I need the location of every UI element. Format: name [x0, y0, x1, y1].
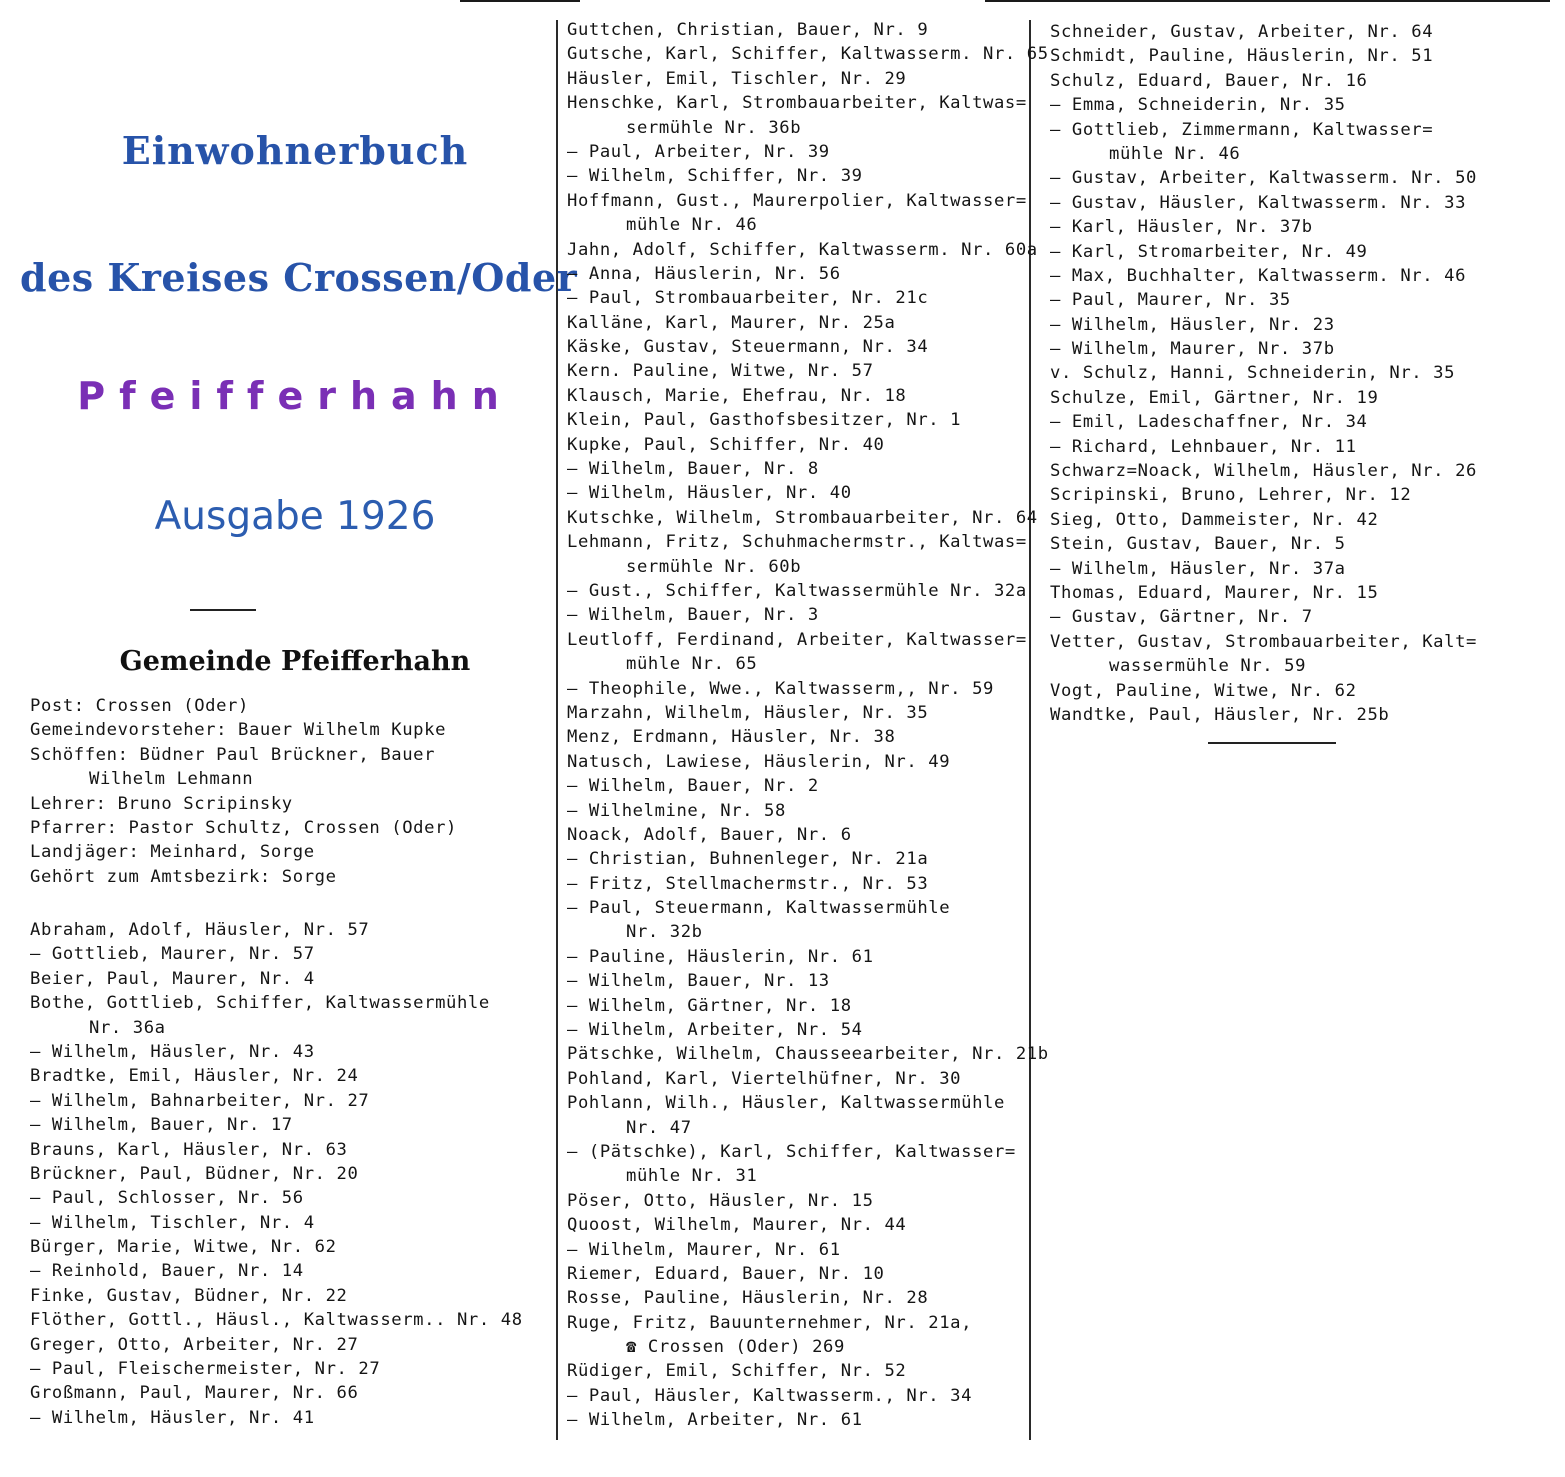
- resident-entry: — Wilhelm, Schiffer, Nr. 39: [567, 166, 863, 187]
- resident-entry: Post: Crossen (Oder): [30, 696, 249, 716]
- resident-entry: Lehrer: Bruno Scripinsky: [30, 793, 293, 814]
- resident-entry: — Paul, Fleischermeister, Nr. 27: [30, 1359, 381, 1380]
- book-title: Einwohnerbuch: [121, 128, 469, 173]
- resident-entry: Noack, Adolf, Bauer, Nr. 6: [567, 824, 852, 845]
- resident-entry: Vogt, Pauline, Witwe, Nr. 62: [1050, 680, 1357, 701]
- resident-entry: — (Pätschke), Karl, Schiffer, Kaltwasser=: [567, 1141, 1016, 1162]
- entry-continuation: wassermühle Nr. 59: [1109, 656, 1307, 677]
- residents-column-2: [567, 18, 1049, 1433]
- resident-entry: Pohland, Karl, Viertelhüfner, Nr. 30: [567, 1068, 962, 1089]
- resident-entry: — Gust., Schiffer, Kaltwassermühle Nr. 32a: [567, 580, 1027, 601]
- resident-entry: — Wilhelm, Bauer, Nr. 8: [567, 459, 819, 480]
- resident-entry: — Pauline, Häuslerin, Nr. 61: [567, 946, 874, 967]
- resident-entry: — Paul, Maurer, Nr. 35: [1050, 290, 1291, 311]
- entry-continuation: Wilhelm Lehmann: [89, 769, 254, 790]
- resident-entry: — Emil, Ladeschaffner, Nr. 34: [1050, 412, 1368, 433]
- entry-continuation: Nr. 32b: [626, 922, 703, 943]
- resident-entry: Großmann, Paul, Maurer, Nr. 66: [30, 1383, 359, 1404]
- end-divider: [1208, 742, 1336, 744]
- resident-entry: Thomas, Eduard, Maurer, Nr. 15: [1050, 582, 1379, 603]
- entry-continuation: mühle Nr. 65: [626, 654, 758, 675]
- entry-continuation: ☎ Crossen (Oder) 269: [626, 1337, 845, 1358]
- resident-entry: Henschke, Karl, Strombauarbeiter, Kaltwas=: [567, 93, 1027, 114]
- resident-entry: Gehört zum Amtsbezirk: Sorge: [30, 866, 337, 887]
- resident-entry: Guttchen, Christian, Bauer, Nr. 9: [567, 20, 929, 40]
- resident-entry: Pfarrer: Pastor Schultz, Crossen (Oder): [30, 817, 457, 838]
- resident-entry: Schwarz=Noack, Wilhelm, Häusler, Nr. 26: [1050, 461, 1477, 482]
- resident-entry: Marzahn, Wilhelm, Häusler, Nr. 35: [567, 702, 929, 723]
- resident-entry: Gutsche, Karl, Schiffer, Kaltwasserm. Nr. 65: [567, 44, 1049, 65]
- resident-entry: — Wilhelm, Maurer, Nr. 37b: [1050, 339, 1335, 360]
- resident-entry: — Wilhelm, Tischler, Nr. 4: [30, 1212, 315, 1233]
- resident-entry: Scripinski, Bruno, Lehrer, Nr. 12: [1050, 485, 1412, 506]
- resident-entry: Abraham, Adolf, Häusler, Nr. 57: [30, 920, 370, 940]
- resident-entry: Brauns, Karl, Häusler, Nr. 63: [30, 1139, 348, 1160]
- residents-column-3: [1050, 20, 1477, 727]
- resident-entry: Klausch, Marie, Ehefrau, Nr. 18: [567, 385, 907, 406]
- resident-entry: Brückner, Paul, Büdner, Nr. 20: [30, 1163, 359, 1184]
- resident-entry: Kern. Pauline, Witwe, Nr. 57: [567, 361, 874, 382]
- resident-entry: — Wilhelm, Bauer, Nr. 3: [567, 605, 819, 626]
- resident-entry: Finke, Gustav, Büdner, Nr. 22: [30, 1285, 348, 1306]
- resident-entry: Schulze, Emil, Gärtner, Nr. 19: [1050, 387, 1379, 408]
- resident-entry: Schulz, Eduard, Bauer, Nr. 16: [1050, 70, 1368, 91]
- top-border-right: [985, 0, 1550, 2]
- resident-entry: — Wilhelm, Bauer, Nr. 2: [567, 776, 819, 797]
- resident-entry: Vetter, Gustav, Strombauarbeiter, Kalt=: [1050, 631, 1477, 652]
- resident-entry: Bothe, Gottlieb, Schiffer, Kaltwassermühle: [30, 993, 490, 1014]
- resident-entry: — Paul, Häusler, Kaltwasserm., Nr. 34: [567, 1385, 973, 1406]
- entry-continuation: mühle Nr. 31: [626, 1166, 758, 1187]
- resident-entry: — Wilhelm, Arbeiter, Nr. 61: [567, 1410, 863, 1431]
- column-divider-1: [556, 20, 558, 1440]
- resident-entry: — Wilhelm, Arbeiter, Nr. 54: [567, 1020, 863, 1041]
- resident-entry: — Emma, Schneiderin, Nr. 35: [1050, 95, 1346, 116]
- resident-entry: Leutloff, Ferdinand, Arbeiter, Kaltwasser=: [567, 629, 1027, 650]
- resident-entry: v. Schulz, Hanni, Schneiderin, Nr. 35: [1050, 363, 1456, 384]
- entry-continuation: sermühle Nr. 60b: [626, 556, 802, 577]
- gemeinde-info-list: [30, 694, 457, 889]
- resident-entry: — Karl, Stromarbeiter, Nr. 49: [1050, 241, 1368, 262]
- resident-entry: Kutschke, Wilhelm, Strombauarbeiter, Nr. 64: [567, 507, 1038, 528]
- resident-entry: — Gustav, Gärtner, Nr. 7: [1050, 607, 1313, 628]
- resident-entry: — Wilhelm, Bauer, Nr. 17: [30, 1115, 293, 1136]
- resident-entry: Riemer, Eduard, Bauer, Nr. 10: [567, 1263, 885, 1284]
- resident-entry: — Theophile, Wwe., Kaltwasserm,, Nr. 59: [567, 678, 994, 699]
- resident-entry: — Gustav, Arbeiter, Kaltwasserm. Nr. 50: [1050, 168, 1477, 189]
- resident-entry: — Wilhelm, Bahnarbeiter, Nr. 27: [30, 1090, 370, 1111]
- resident-entry: Pohlann, Wilh., Häusler, Kaltwassermühle: [567, 1093, 1005, 1114]
- resident-entry: Flöther, Gottl., Häusl., Kaltwasserm.. Nr. 48: [30, 1310, 523, 1331]
- place-name: Pfeifferhahn: [77, 374, 513, 418]
- resident-entry: Ruge, Fritz, Bauunternehmer, Nr. 21a,: [567, 1312, 973, 1333]
- resident-entry: — Wilhelmine, Nr. 58: [567, 800, 786, 821]
- resident-entry: — Wilhelm, Häusler, Nr. 41: [30, 1407, 315, 1428]
- resident-entry: Bürger, Marie, Witwe, Nr. 62: [30, 1237, 337, 1258]
- entry-continuation: mühle Nr. 46: [1109, 143, 1241, 164]
- resident-entry: — Wilhelm, Bauer, Nr. 13: [567, 971, 830, 992]
- resident-entry: Kupke, Paul, Schiffer, Nr. 40: [567, 434, 885, 455]
- edition-label: Ausgabe 1926: [154, 494, 436, 539]
- resident-entry: Rosse, Pauline, Häuslerin, Nr. 28: [567, 1288, 929, 1309]
- gemeinde-heading: Gemeinde Pfeifferhahn: [119, 646, 471, 677]
- resident-entry: Gemeindevorsteher: Bauer Wilhelm Kupke: [30, 720, 447, 741]
- resident-entry: Rüdiger, Emil, Schiffer, Nr. 52: [567, 1361, 907, 1382]
- resident-entry: Natusch, Lawiese, Häuslerin, Nr. 49: [567, 751, 951, 772]
- resident-entry: Lehmann, Fritz, Schuhmachermstr., Kaltwas=: [567, 532, 1027, 553]
- resident-entry: — Wilhelm, Häusler, Nr. 40: [567, 483, 852, 504]
- resident-entry: — Paul, Schlosser, Nr. 56: [30, 1188, 304, 1209]
- district-title: des Kreises Crossen/Oder: [20, 255, 578, 300]
- resident-entry: — Gustav, Häusler, Kaltwasserm. Nr. 33: [1050, 192, 1467, 213]
- resident-entry: Schöffen: Büdner Paul Brückner, Bauer: [30, 744, 436, 765]
- top-border-left: [460, 0, 580, 2]
- resident-entry: Kalläne, Karl, Maurer, Nr. 25a: [567, 312, 896, 333]
- resident-entry: — Richard, Lehnbauer, Nr. 11: [1050, 436, 1357, 457]
- resident-entry: Pöser, Otto, Häusler, Nr. 15: [567, 1190, 874, 1211]
- resident-entry: Pätschke, Wilhelm, Chausseearbeiter, Nr. 21b: [567, 1044, 1049, 1065]
- resident-entry: — Max, Buchhalter, Kaltwasserm. Nr. 46: [1050, 265, 1467, 286]
- resident-entry: — Fritz, Stellmachermstr., Nr. 53: [567, 873, 929, 894]
- resident-entry: Schneider, Gustav, Arbeiter, Nr. 64: [1050, 22, 1434, 42]
- resident-entry: — Wilhelm, Häusler, Nr. 37a: [1050, 558, 1346, 579]
- resident-entry: Sieg, Otto, Dammeister, Nr. 42: [1050, 509, 1379, 530]
- resident-entry: Menz, Erdmann, Häusler, Nr. 38: [567, 727, 896, 748]
- resident-entry: Landjäger: Meinhard, Sorge: [30, 842, 315, 863]
- resident-entry: — Wilhelm, Maurer, Nr. 61: [567, 1239, 841, 1260]
- section-divider: [190, 609, 256, 611]
- entry-continuation: Nr. 47: [626, 1117, 692, 1138]
- resident-entry: Hoffmann, Gust., Maurerpolier, Kaltwasser=: [567, 190, 1027, 211]
- resident-entry: — Christian, Buhnenleger, Nr. 21a: [567, 849, 929, 870]
- resident-entry: Häusler, Emil, Tischler, Nr. 29: [567, 68, 907, 89]
- residents-column-1: [30, 918, 523, 1430]
- resident-entry: — Reinhold, Bauer, Nr. 14: [30, 1261, 304, 1282]
- resident-entry: Quoost, Wilhelm, Maurer, Nr. 44: [567, 1215, 907, 1236]
- resident-entry: Bradtke, Emil, Häusler, Nr. 24: [30, 1066, 359, 1087]
- resident-entry: Jahn, Adolf, Schiffer, Kaltwasserm. Nr. 60a: [567, 239, 1038, 260]
- resident-entry: Käske, Gustav, Steuermann, Nr. 34: [567, 337, 929, 358]
- resident-entry: — Paul, Arbeiter, Nr. 39: [567, 141, 830, 162]
- resident-entry: Stein, Gustav, Bauer, Nr. 5: [1050, 534, 1346, 555]
- resident-entry: — Anna, Häuslerin, Nr. 56: [567, 263, 841, 284]
- resident-entry: Klein, Paul, Gasthofsbesitzer, Nr. 1: [567, 410, 962, 431]
- resident-entry: Schmidt, Pauline, Häuslerin, Nr. 51: [1050, 46, 1434, 67]
- resident-entry: — Wilhelm, Gärtner, Nr. 18: [567, 995, 852, 1016]
- resident-entry: Wandtke, Paul, Häusler, Nr. 25b: [1050, 704, 1390, 725]
- resident-entry: — Karl, Häusler, Nr. 37b: [1050, 217, 1313, 238]
- entry-continuation: Nr. 36a: [89, 1017, 166, 1038]
- entry-continuation: sermühle Nr. 36b: [626, 117, 802, 138]
- resident-entry: — Gottlieb, Maurer, Nr. 57: [30, 944, 315, 965]
- resident-entry: — Wilhelm, Häusler, Nr. 43: [30, 1041, 315, 1062]
- resident-entry: — Paul, Steuermann, Kaltwassermühle: [567, 898, 951, 919]
- resident-entry: — Wilhelm, Häusler, Nr. 23: [1050, 314, 1335, 335]
- resident-entry: — Gottlieb, Zimmermann, Kaltwasser=: [1050, 119, 1434, 140]
- entry-continuation: mühle Nr. 46: [626, 215, 758, 236]
- resident-entry: Greger, Otto, Arbeiter, Nr. 27: [30, 1334, 359, 1355]
- resident-entry: Beier, Paul, Maurer, Nr. 4: [30, 968, 315, 989]
- resident-entry: — Paul, Strombauarbeiter, Nr. 21c: [567, 288, 929, 309]
